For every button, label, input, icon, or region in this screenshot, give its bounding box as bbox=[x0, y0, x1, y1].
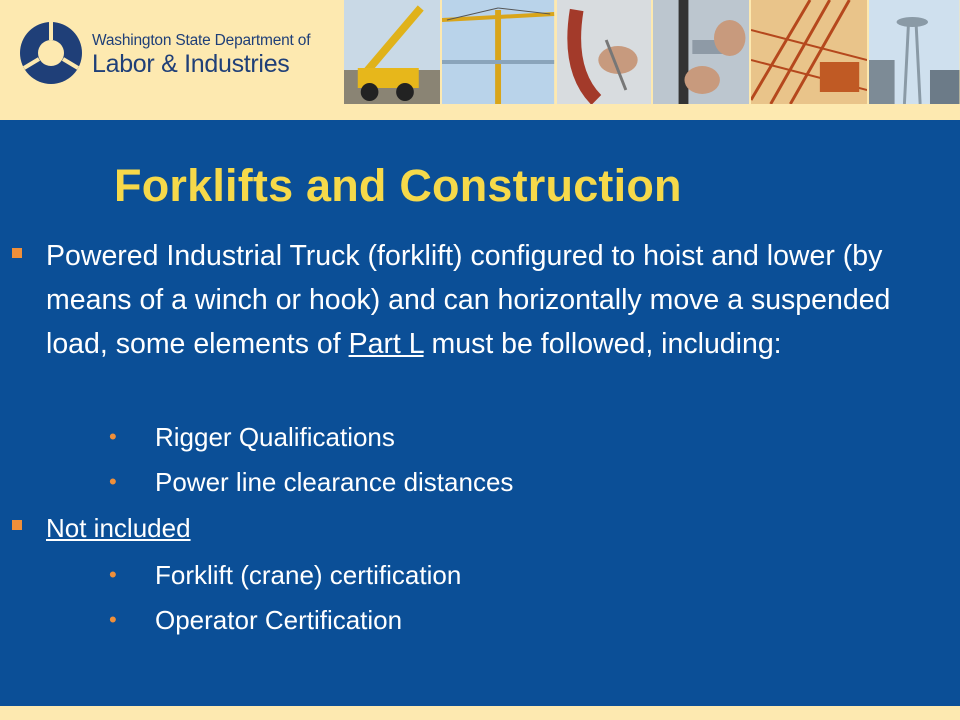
part-l-link[interactable]: Part L bbox=[348, 328, 424, 360]
not-included-link[interactable]: Not included bbox=[46, 513, 191, 543]
round-bullet-icon: • bbox=[109, 469, 117, 494]
sub-bullet-text: Power line clearance distances bbox=[155, 467, 514, 497]
organization-name-line1: Washington State Department of bbox=[92, 32, 311, 49]
organization-name bbox=[92, 32, 310, 78]
organization-name-line2: Labor & Industries bbox=[92, 50, 290, 78]
round-bullet-icon: • bbox=[109, 424, 117, 449]
space-needle-photo bbox=[869, 0, 960, 104]
bullet-not-included bbox=[46, 506, 926, 550]
sub-bullet-operator-certification bbox=[109, 605, 403, 635]
square-bullet-icon bbox=[12, 520, 22, 530]
square-bullet-icon bbox=[12, 248, 22, 258]
sub-bullet-forklift-certification bbox=[109, 560, 462, 590]
sub-bullet-text: Operator Certification bbox=[155, 605, 403, 635]
round-bullet-icon: • bbox=[109, 607, 117, 632]
photo-strip bbox=[344, 0, 960, 104]
slide-body bbox=[0, 120, 960, 706]
bullet-powered-industrial-truck bbox=[46, 234, 926, 366]
sub-bullet-rigger-qualifications bbox=[109, 422, 395, 452]
round-bullet-icon: • bbox=[109, 562, 117, 587]
bullet-text-before: Powered Industrial Truck (forklift) configured to hoist and lower (by means of a winch or hook) and can horizontally move a suspended load, some elements of bbox=[46, 240, 891, 360]
sub-bullet-power-line-clearance bbox=[109, 467, 514, 497]
slide-title: Forklifts and Construction bbox=[114, 160, 682, 211]
sub-bullet-text: Rigger Qualifications bbox=[155, 422, 395, 452]
footer-band bbox=[0, 706, 960, 720]
wire-rope-inspection-photo bbox=[557, 0, 653, 104]
header-band bbox=[0, 0, 960, 120]
bullet-text-after: must be followed, including: bbox=[423, 328, 782, 360]
caliper-measurement-photo bbox=[653, 0, 751, 104]
mobile-crane-photo bbox=[344, 0, 442, 104]
lattice-boom-crane-photo bbox=[751, 0, 869, 104]
lni-logo-icon bbox=[18, 20, 84, 86]
sub-bullet-text: Forklift (crane) certification bbox=[155, 560, 462, 590]
tower-crane-photo bbox=[442, 0, 556, 104]
